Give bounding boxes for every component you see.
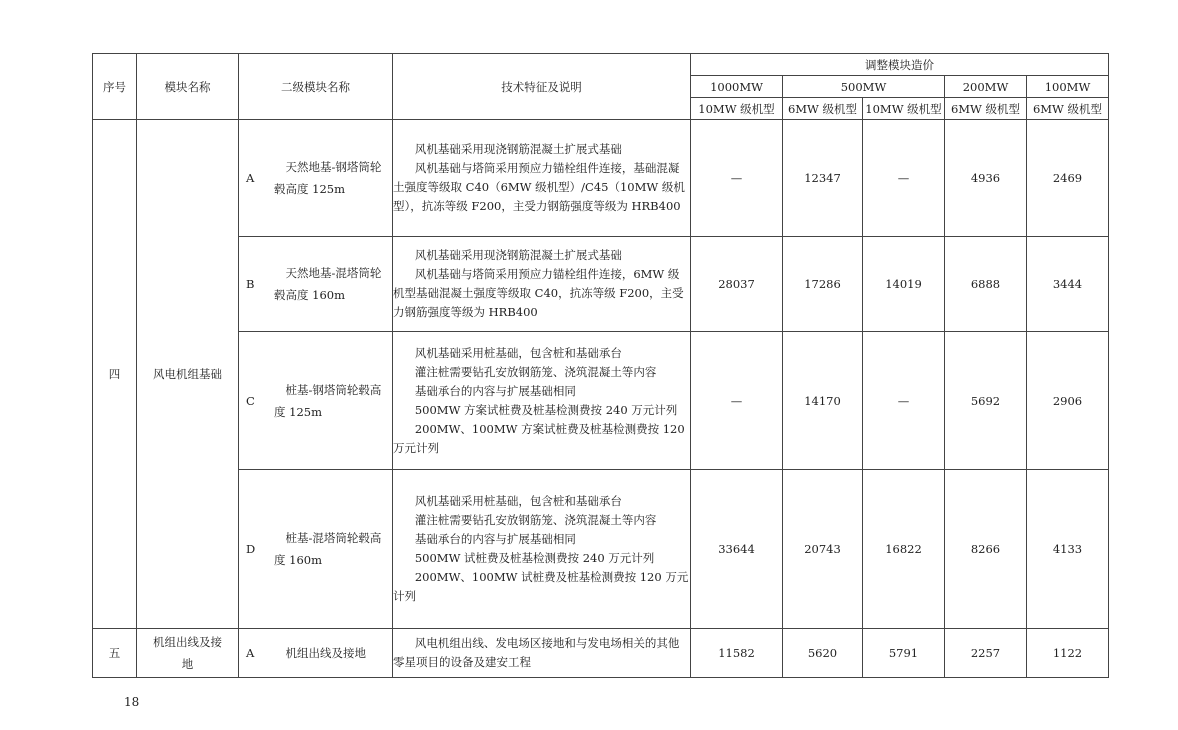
table-body — [93, 120, 1109, 678]
table-row — [93, 629, 1109, 678]
description-line: 500MW 试桩费及桩基检测费按 240 万元计列 — [414, 551, 655, 566]
cost-value: — — [863, 332, 945, 469]
cost-value: 4133 — [1027, 469, 1109, 629]
cost-value: 28037 — [691, 237, 783, 332]
sub-module-name: 天然地基-混塔筒轮毂高度 160m — [274, 266, 382, 303]
header-capacity: 200MW — [945, 76, 1027, 98]
description-line: 灌注桩需要钻孔安放钢筋笼、浇筑混凝土等内容 — [414, 364, 657, 379]
header-model: 6MW 级机型 — [1027, 98, 1109, 120]
sub-module-cell — [239, 237, 393, 332]
description-line: 风机基础采用桩基础，包含桩和基础承台 — [414, 494, 622, 509]
cost-value: 3444 — [1027, 237, 1109, 332]
cost-value: 11582 — [691, 629, 783, 678]
cost-value: 14170 — [783, 332, 863, 469]
group-seq: 四 — [93, 120, 137, 629]
group-seq: 五 — [93, 629, 137, 678]
sub-module-name: 天然地基-钢塔筒轮毂高度 125m — [274, 160, 382, 197]
description-line: 基础承台的内容与扩展基础相同 — [414, 383, 576, 398]
cost-value: 17286 — [783, 237, 863, 332]
description-line: 500MW 方案试桩费及桩基检测费按 240 万元计列 — [414, 402, 678, 417]
description-line: 风机基础与塔筒采用预应力锚栓组件连接，基础混凝土强度等级取 C40（6MW 级机型）/C45（10MW 级机型），抗冻等级 F200，主受力钢筋强度等级为 HRB400 — [393, 161, 685, 214]
header-capacity: 1000MW — [691, 76, 783, 98]
sub-module-cell — [239, 120, 393, 237]
table-row — [93, 237, 1109, 332]
cost-value: 5620 — [783, 629, 863, 678]
header-model: 10MW 级机型 — [863, 98, 945, 120]
cost-value: 2257 — [945, 629, 1027, 678]
cost-value: — — [691, 332, 783, 469]
cost-value: 14019 — [863, 237, 945, 332]
header-model: 6MW 级机型 — [783, 98, 863, 120]
description-line: 200MW、100MW 试桩费及桩基检测费按 120 万元计列 — [393, 570, 689, 604]
header-module-name: 模块名称 — [137, 54, 239, 120]
cost-table — [92, 53, 1109, 678]
cost-value: 12347 — [783, 120, 863, 237]
description-line: 灌注桩需要钻孔安放钢筋笼、浇筑混凝土等内容 — [414, 513, 657, 528]
table-row — [93, 332, 1109, 469]
description-line: 200MW、100MW 方案试桩费及桩基检测费按 120 万元计列 — [393, 421, 689, 455]
cost-value: 2469 — [1027, 120, 1109, 237]
sub-module-letter: B — [246, 277, 255, 292]
cost-value: 5692 — [945, 332, 1027, 469]
description-line: 基础承台的内容与扩展基础相同 — [414, 532, 576, 547]
header-tech: 技术特征及说明 — [393, 54, 691, 120]
description-line: 风电机组出线、发电场区接地和与发电场相关的其他零星项目的设备及建安工程 — [393, 636, 680, 670]
header-capacity: 500MW — [783, 76, 945, 98]
cost-value: 33644 — [691, 469, 783, 629]
sub-module-cell — [239, 469, 393, 629]
sub-module-cell — [239, 332, 393, 469]
sub-module-letter: D — [246, 542, 256, 557]
sub-module-letter: A — [246, 646, 255, 661]
tech-description — [393, 120, 691, 237]
sub-module-letter: C — [246, 393, 255, 408]
tech-description — [393, 332, 691, 469]
description-line: 风机基础与塔筒采用预应力锚栓组件连接，6MW 级机型基础混凝土强度等级取 C40，抗冻等级 F200，主受力钢筋强度等级为 HRB400 — [393, 267, 684, 320]
cost-value: 1122 — [1027, 629, 1109, 678]
cost-value: 20743 — [783, 469, 863, 629]
cost-value: 8266 — [945, 469, 1027, 629]
sub-module-name: 机组出线及接地 — [285, 646, 366, 661]
cost-value: 5791 — [863, 629, 945, 678]
header-model: 10MW 级机型 — [691, 98, 783, 120]
header-seq: 序号 — [93, 54, 137, 120]
description-line: 风机基础采用桩基础，包含桩和基础承台 — [414, 345, 622, 360]
sub-module-name: 桩基-钢塔筒轮毂高度 125m — [274, 382, 382, 419]
cost-value: 2906 — [1027, 332, 1109, 469]
tech-description — [393, 469, 691, 629]
group-name: 机组出线及接地 — [137, 629, 239, 678]
description-line: 风机基础采用现浇钢筋混凝土扩展式基础 — [414, 248, 622, 263]
page-number: 18 — [124, 695, 140, 709]
table-row — [93, 469, 1109, 629]
tech-description — [393, 237, 691, 332]
description-line: 风机基础采用现浇钢筋混凝土扩展式基础 — [414, 142, 622, 157]
header-model: 6MW 级机型 — [945, 98, 1027, 120]
table-row — [93, 120, 1109, 237]
sub-module-letter: A — [246, 171, 255, 186]
tech-description — [393, 629, 691, 678]
cost-value: 16822 — [863, 469, 945, 629]
cost-value: — — [863, 120, 945, 237]
header-capacity: 100MW — [1027, 76, 1109, 98]
sub-module-cell — [239, 629, 393, 678]
group-name: 风电机组基础 — [137, 120, 239, 629]
cost-value: 6888 — [945, 237, 1027, 332]
header-cost: 调整模块造价 — [691, 54, 1109, 76]
header-sub-module-name: 二级模块名称 — [239, 54, 393, 120]
sub-module-name: 桩基-混塔筒轮毂高度 160m — [274, 531, 382, 568]
cost-value: — — [691, 120, 783, 237]
cost-value: 4936 — [945, 120, 1027, 237]
